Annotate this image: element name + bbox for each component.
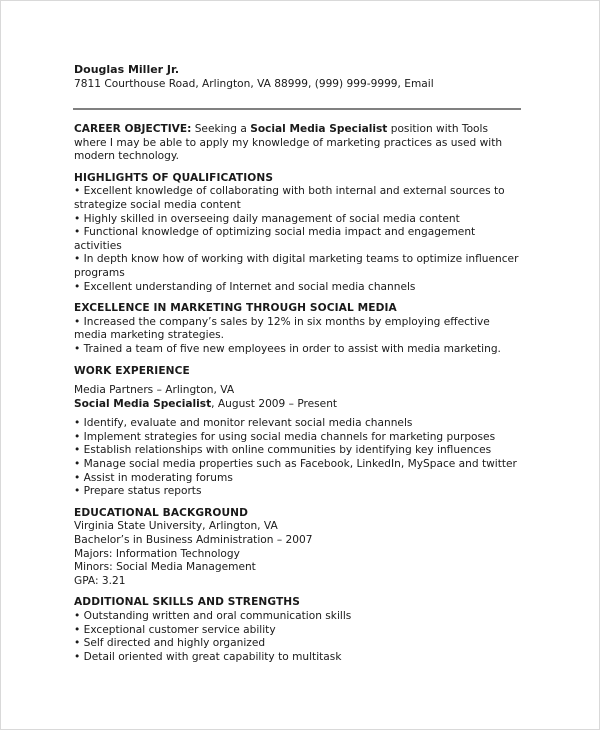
skills-section — [74, 596, 519, 664]
education-section — [74, 507, 519, 589]
job-title-line — [74, 398, 519, 412]
list-item: • Highly skilled in overseeing daily management of social media content — [74, 213, 519, 227]
list-item: • Detail oriented with great capability to multitask — [74, 651, 519, 665]
education-line: Minors: Social Media Management — [74, 561, 256, 574]
header-divider — [73, 108, 521, 110]
resume-body — [74, 123, 519, 672]
job-dates: , August 2009 – Present — [211, 397, 338, 410]
list-item: • Functional knowledge of optimizing social media impact and engagement activities — [74, 226, 519, 253]
section-heading: HIGHLIGHTS OF QUALIFICATIONS — [74, 171, 274, 184]
career-objective-section — [74, 123, 519, 164]
job-title: Social Media Specialist — [74, 397, 212, 410]
work-experience-section — [74, 365, 519, 499]
list-item: • Excellent understanding of Internet and social media channels — [74, 281, 519, 295]
highlights-section — [74, 172, 519, 294]
resume-header — [74, 63, 524, 91]
education-line: Bachelor’s in Business Administration – 2007 — [74, 534, 313, 547]
career-objective-text — [74, 123, 519, 164]
section-heading: EXCELLENCE IN MARKETING THROUGH SOCIAL MEDIA — [74, 302, 397, 315]
list-item: • Excellent knowledge of collaborating with both internal and external sources to strategize social media content — [74, 185, 519, 212]
career-objective-prefix: Seeking a — [191, 123, 251, 135]
list-item: • Exceptional customer service ability — [74, 624, 519, 638]
list-item: • Self directed and highly organized — [74, 637, 519, 651]
list-item: • Outstanding written and oral communication skills — [74, 610, 519, 624]
list-item: • Increased the company’s sales by 12% in six months by employing effective media marketing strategies. — [74, 316, 519, 343]
list-item: • Manage social media properties such as Facebook, LinkedIn, MySpace and twitter — [74, 458, 519, 472]
list-item: • Prepare status reports — [74, 485, 519, 499]
company: Media Partners – Arlington, VA — [74, 384, 235, 397]
education-line: Virginia State University, Arlington, VA — [74, 520, 278, 533]
section-heading: WORK EXPERIENCE — [74, 364, 190, 377]
contact-info: 7811 Courthouse Road, Arlington, VA 88999, (999) 999-9999, Email — [74, 78, 434, 90]
education-line: Majors: Information Technology — [74, 547, 240, 560]
career-objective-suffix: position with Tools where I may be able to apply my knowledge of marketing practices as used with modern technology. — [74, 123, 503, 163]
candidate-name: Douglas Miller Jr. — [74, 63, 180, 76]
career-objective-label: CAREER OBJECTIVE: — [74, 123, 192, 135]
section-heading: ADDITIONAL SKILLS AND STRENGTHS — [74, 596, 300, 609]
list-item: • Assist in moderating forums — [74, 472, 519, 486]
section-heading: EDUCATIONAL BACKGROUND — [74, 506, 249, 519]
list-item: • Identify, evaluate and monitor relevant social media channels — [74, 417, 519, 431]
career-objective-role: Social Media Specialist — [250, 123, 388, 135]
excellence-section — [74, 302, 519, 356]
list-item: • Trained a team of five new employees in order to assist with media marketing. — [74, 343, 519, 357]
list-item: • Implement strategies for using social media channels for marketing purposes — [74, 431, 519, 445]
list-item: • Establish relationships with online communities by identifying key influences — [74, 444, 519, 458]
list-item: • In depth know how of working with digital marketing teams to optimize influencer programs — [74, 253, 519, 280]
education-line: GPA: 3.21 — [74, 574, 126, 587]
